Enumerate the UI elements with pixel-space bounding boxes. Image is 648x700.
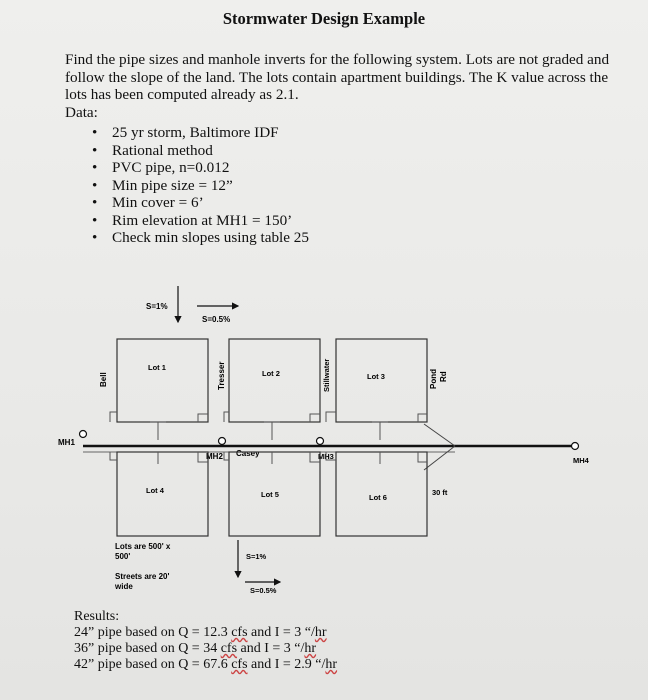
lot-2-label: Lot 2 [262,369,280,378]
data-heading: Data: [65,104,98,121]
lot-1-label: Lot 1 [148,363,166,372]
note-lots-line1: Lots are 500' x [115,542,171,551]
list-item: • Min pipe size = 12” [92,176,233,194]
list-item: • Rim elevation at MH1 = 150’ [92,211,293,229]
lot-3-label: Lot 3 [367,372,385,381]
list-item: • Check min slopes using table 25 [92,229,309,246]
street-stillwater-label: Stillwater [322,358,331,392]
results-section [74,609,337,673]
branch-line [424,446,455,470]
street-bell-label: Bell [99,372,108,387]
lot-6-label: Lot 6 [369,493,387,502]
lateral-stubs-top [110,412,427,440]
note-streets-line2: wide [115,582,133,591]
list-item: • Min cover = 6’ [92,194,204,211]
note-streets-line1: Streets are 20' [115,572,170,581]
list-item: • PVC pipe, n=0.012 [92,159,230,176]
branch-line [424,424,455,446]
mh1-label: MH1 [58,438,75,447]
street-casey-label: Casey [236,449,260,458]
street-rd-label: Rd [439,371,448,382]
page-title: Stormwater Design Example [222,9,426,28]
lot-2-outline [229,339,320,422]
result-line: 36” pipe based on Q = 34 cfs and I = 3 “/hr [74,641,317,656]
mh4-label: MH4 [573,456,589,465]
street-pond-label: Pond [429,369,438,389]
note-lots-line2: 500' [115,552,131,561]
mh3-label: MH3 [318,452,334,461]
result-line: 42” pipe based on Q = 67.6 cfs and I = 2.9 “/hr [74,657,338,672]
lot-4-label: Lot 4 [146,486,164,495]
mh2-label: MH2 [206,452,223,461]
slope-label-bottom-ns: S=1% [246,552,267,561]
lateral-stubs-bottom [110,452,427,464]
slope-label-top-ns: S=1% [146,302,168,311]
distance-label: 30 ft [432,488,448,497]
results-heading: Results: [74,609,120,624]
slope-label-bottom-ew: S=0.5% [250,586,277,595]
lot-5-label: Lot 5 [261,490,279,499]
street-tresser-label: Tresser [217,361,226,390]
lot-1-outline [117,339,208,422]
mh3-circle [317,438,324,445]
mh1-circle [80,431,87,438]
list-item: • 25 yr storm, Baltimore IDF [92,124,279,141]
mh4-circle [572,443,579,450]
mh2-circle [219,438,226,445]
slope-label-top-ew: S=0.5% [202,315,231,324]
list-item: • Rational method [92,141,213,159]
problem-statement: Find the pipe sizes and manhole inverts for the following system. Lots are not graded and follow the slope of the land. The lots contain apartment buildings. The K value across the lots has been computed already as 2.1. [65,51,610,103]
result-line: 24” pipe based on Q = 12.3 cfs and I = 3 “/hr [74,625,327,640]
